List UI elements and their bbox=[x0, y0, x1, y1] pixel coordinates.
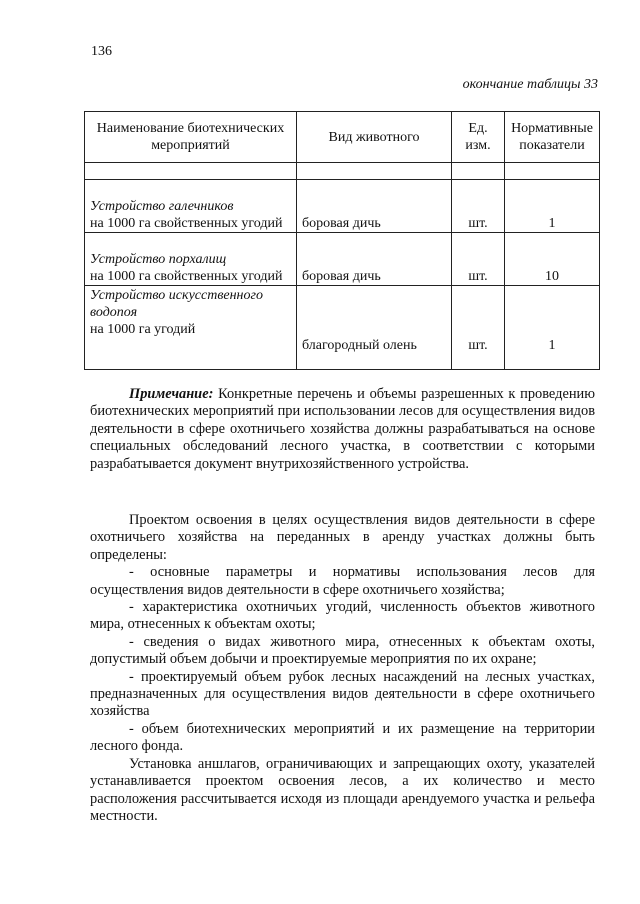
note-text: Конкретные перечень и объемы разрешенных к проведению биотехнических мероприятий при использовании лесов для осуществления видов деятельности в сфере охотничьего хозяйства должны разрабатываться на основе специальных обследований лесного участка, в соответствии с которыми разрабатывается документ внутрихозяйственного устройства. bbox=[90, 386, 595, 472]
cell-name-italic: Устройство галечников bbox=[90, 199, 234, 214]
cell-norm: 10 bbox=[505, 233, 600, 286]
cell-unit: шт. bbox=[452, 180, 505, 233]
cell-norm: 1 bbox=[505, 286, 600, 370]
table-row bbox=[85, 286, 600, 370]
cell-name-rest: на 1000 га свойственных угодий bbox=[90, 269, 283, 284]
cell-name-italic: Устройство порхалищ bbox=[90, 252, 227, 267]
closing-paragraph: Установка аншлагов, ограничивающих и запрещающих охоту, указателей устанавливается проектом освоения лесов, а их количество и место расположения рассчитывается исходя из площади арендуемого участка и рельефа местности. bbox=[90, 755, 595, 824]
header-animal: Вид животного bbox=[297, 112, 452, 163]
cell-name-rest: на 1000 га угодий bbox=[90, 322, 196, 337]
list-item: - характеристика охотничьих угодий, численность объектов животного мира, отнесенных к объектам охоты; bbox=[90, 599, 595, 633]
cell-animal: благородный олень bbox=[297, 286, 452, 370]
header-norm: Нормативные показатели bbox=[505, 112, 600, 163]
cell-animal: боровая дичь bbox=[297, 233, 452, 286]
body-section bbox=[90, 512, 595, 825]
note-label: Примечание: bbox=[129, 386, 214, 402]
list-item: - проектируемый объем рубок лесных насаждений на лесных участках, предназначенных для осуществления видов деятельности в сфере охотничьего хозяйства bbox=[90, 668, 595, 720]
cell-name bbox=[85, 180, 297, 233]
table-row bbox=[85, 180, 600, 233]
cell-name-italic: Устройство искусственного водопоя bbox=[90, 288, 263, 320]
table-continuation-caption: окончание таблицы 33 bbox=[462, 77, 598, 92]
norms-table bbox=[84, 111, 600, 370]
cell-unit: шт. bbox=[452, 233, 505, 286]
list-item: - основные параметры и нормативы использования лесов для осуществления видов деятельности в сфере охотничьего хозяйства; bbox=[90, 564, 595, 598]
note-paragraph bbox=[90, 386, 595, 473]
page-number: 136 bbox=[91, 44, 112, 59]
header-unit: Ед. изм. bbox=[452, 112, 505, 163]
table-spacer-row bbox=[85, 163, 600, 180]
cell-norm: 1 bbox=[505, 180, 600, 233]
table-header-row bbox=[85, 112, 600, 163]
header-name: Наименование биотехнических мероприятий bbox=[85, 112, 297, 163]
cell-name bbox=[85, 233, 297, 286]
intro-paragraph: Проектом освоения в целях осуществления видов деятельности в сфере охотничьего хозяйства на переданных в аренду участках должны быть определены: bbox=[90, 512, 595, 563]
cell-name bbox=[85, 286, 297, 370]
cell-unit: шт. bbox=[452, 286, 505, 370]
table-row bbox=[85, 233, 600, 286]
list-item: - сведения о видах животного мира, отнесенных к объектам охоты, допустимый объем добычи и проектируемые мероприятия по их охране; bbox=[90, 633, 595, 668]
cell-animal: боровая дичь bbox=[297, 180, 452, 233]
cell-name-rest: на 1000 га свойственных угодий bbox=[90, 216, 283, 231]
list-item: - объем биотехнических мероприятий и их размещение на территории лесного фонда. bbox=[90, 720, 595, 755]
